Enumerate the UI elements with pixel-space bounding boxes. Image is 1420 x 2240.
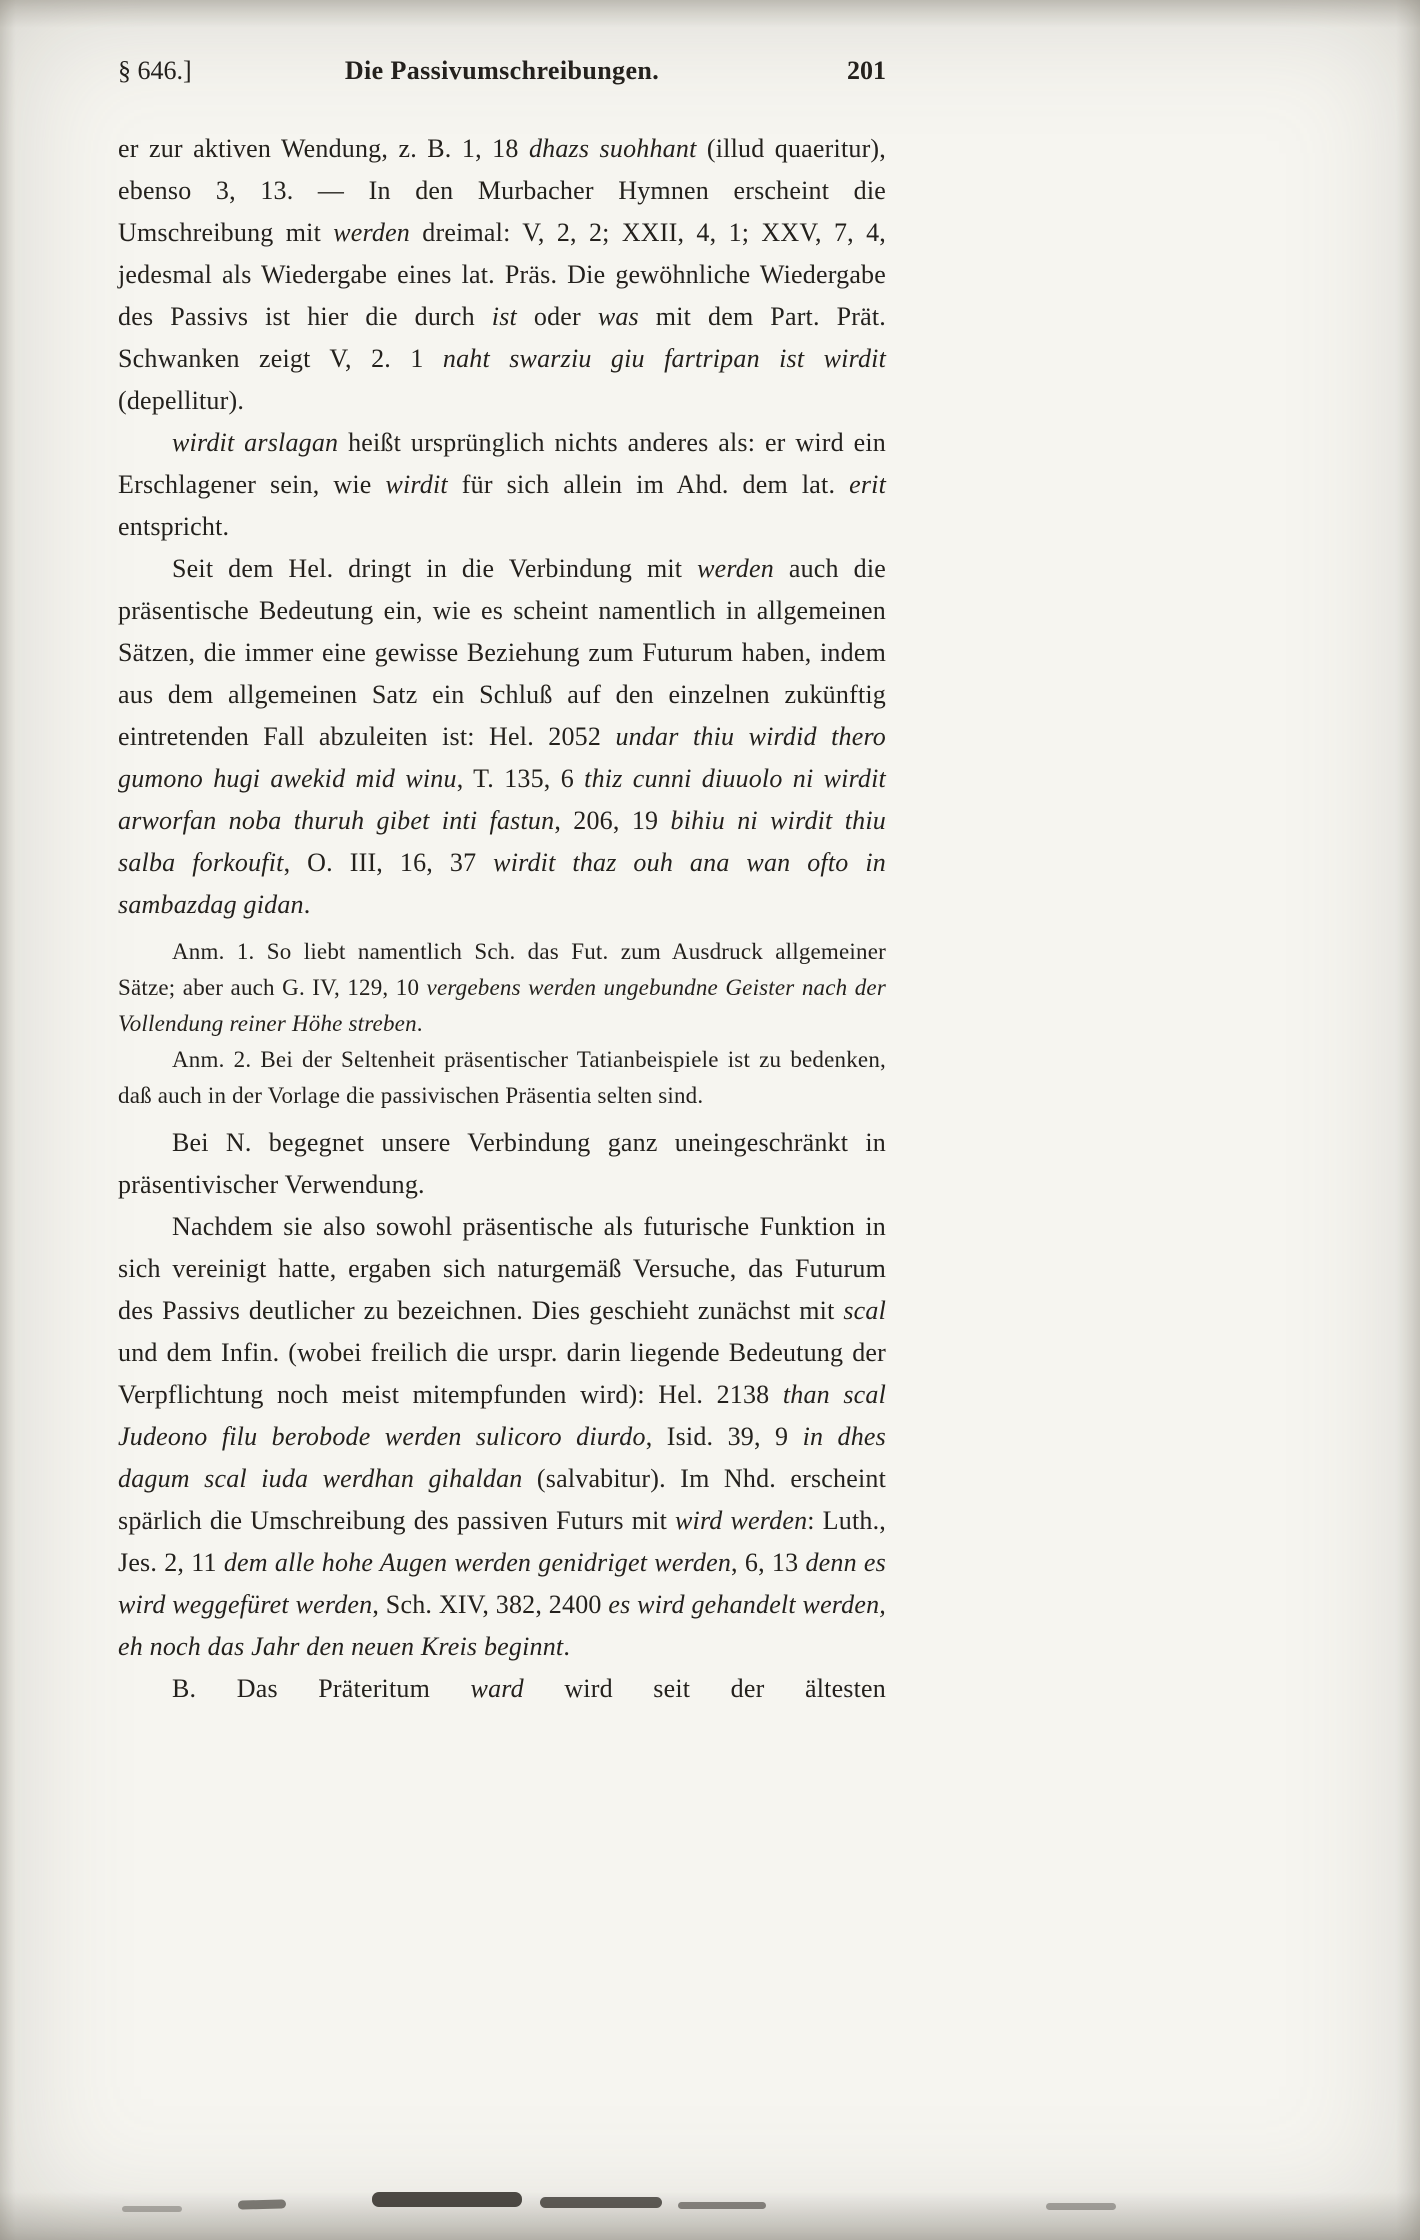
text-run: und dem Infin. (wobei freilich die urspr. darin liegende Bedeutung der Verpflichtung noch meist mitempfunden wird): Hel. 2138: [118, 1338, 886, 1409]
text-run: wirdit: [385, 470, 448, 499]
scan-smudge: [678, 2202, 766, 2209]
annotation-1: [118, 934, 886, 1042]
scan-shadow-bottom: [0, 2192, 1420, 2240]
text-run: .: [416, 1011, 423, 1036]
text-run: thiz cunni diuuolo ni wirdit arworfan noba thuruh gibet inti fastun: [118, 764, 886, 835]
text-run: denn es wird weggefüret werden: [118, 1548, 886, 1619]
running-title: Die Passivumschreibungen.: [344, 56, 660, 85]
scan-shadow-top: [0, 0, 1420, 28]
text-run: ward: [470, 1674, 524, 1703]
text-run: undar thiu wirdid thero gumono hugi awekid mid winu: [118, 722, 886, 793]
paragraph-incomplete-last: [118, 1668, 886, 1710]
paragraph-nachdem: [118, 1206, 886, 1668]
text-run: , Isid. 39, 9: [645, 1422, 803, 1451]
scan-smudge: [372, 2192, 522, 2207]
text-run: Bei N. begegnet unsere Verbindung ganz uneingeschränkt in präsentivischer Verwendung.: [118, 1128, 886, 1199]
scan-shadow-left: [0, 0, 16, 2240]
text-run: wirdit arslagan: [172, 428, 339, 457]
paragraph-continuation: [118, 128, 886, 422]
scan-smudge: [540, 2197, 662, 2208]
page-number: 201: [847, 56, 886, 85]
text-run: oder: [516, 302, 598, 331]
text-run: , T. 135, 6: [456, 764, 585, 793]
text-run: auch die präsentische Bedeutung ein, wie es scheint namentlich in allgemeinen Sätzen, die immer eine gewisse Beziehung zum Futurum haben, indem aus dem allgemeinen Satz ein Schluß auf den einzelnen zukünftig eintretenden Fall abzuleiten ist: Hel. 2052: [118, 554, 886, 751]
text-run: , Sch. XIV, 382, 2400: [372, 1590, 609, 1619]
text-run: er zur aktiven Wendung, z. B. 1, 18: [118, 134, 529, 163]
text-run: dreimal: V, 2, 2; XXII, 4, 1; XXV, 7, 4, jedesmal als Wiedergabe eines lat. Präs. Die gewöhnliche Wiedergabe des Passivs ist hier die durch: [118, 218, 886, 331]
text-run: (depellitur).: [118, 386, 245, 415]
text-run: wird werden: [674, 1506, 808, 1535]
text-run: mit dem Part. Prät. Schwanken zeigt V, 2. 1: [118, 302, 886, 373]
text-run: was: [597, 302, 639, 331]
text-run: scal: [843, 1296, 886, 1325]
scan-shadow-right: [1396, 0, 1420, 2240]
paragraph-wirdit-arslagan: [118, 422, 886, 548]
text-run: dem alle hohe Augen werden genidriget werden: [223, 1548, 732, 1577]
text-run: in dhes dagum scal iuda werdhan gihaldan: [118, 1422, 886, 1493]
text-run: wird seit der ältesten: [523, 1674, 886, 1703]
text-run: werden: [697, 554, 774, 583]
text-run: .: [303, 890, 311, 919]
text-run: erit: [849, 470, 886, 499]
scan-smudge: [1046, 2203, 1116, 2210]
annotation-2: [118, 1042, 886, 1114]
paragraph-bei-n: [118, 1122, 886, 1206]
text-run: Seit dem Hel. dringt in die Verbindung mit: [172, 554, 698, 583]
text-run: naht swarziu giu fartripan ist wirdit: [442, 344, 887, 373]
page-content: [118, 56, 886, 1710]
text-run: Anm. 1. So liebt namentlich Sch. das Fut. zum Ausdruck allgemeiner Sätze; aber auch G. IV, 129, 10: [118, 939, 886, 1000]
text-run: .: [563, 1632, 571, 1661]
text-run: , 6, 13: [731, 1548, 806, 1577]
page-header: [118, 56, 886, 86]
paragraph-seit-dem-hel: [118, 548, 886, 926]
text-run: dhazs suohhant: [528, 134, 697, 163]
text-run: ist: [491, 302, 517, 331]
text-run: werden: [333, 218, 411, 247]
text-run: Nachdem sie also sowohl präsentische als futurische Funktion in sich vereinigt hatte, ergaben sich naturgemäß Versuche, das Futurum des Passivs deutlicher zu bezeichnen. Dies geschieht zunächst mit: [118, 1212, 886, 1325]
scan-smudge: [238, 2199, 286, 2209]
text-run: than scal Judeono filu berobode werden sulicoro diurdo: [118, 1380, 887, 1451]
section-reference: § 646.]: [118, 56, 192, 85]
text-run: (illud quaeritur), ebenso 3, 13. — In den Murbacher Hymnen erscheint die Umschreibung mit: [118, 134, 886, 247]
text-run: bihiu ni wirdit thiu salba forkoufit: [118, 806, 887, 877]
text-run: , O. III, 16, 37: [283, 848, 494, 877]
text-run: für sich allein im Ahd. dem lat.: [447, 470, 850, 499]
text-run: B. Das Präteritum: [172, 1674, 471, 1703]
text-run: heißt ursprünglich nichts anderes als: er wird ein Erschlagener sein, wie: [118, 428, 886, 499]
text-run: wirdit thaz ouh ana wan ofto in sambazdag gidan: [118, 848, 886, 919]
text-run: Anm. 2. Bei der Seltenheit präsentischer Tatianbeispiele ist zu bedenken, daß auch in der Vorlage die passivischen Präsentia selten sind.: [118, 1047, 886, 1108]
text-run: (salvabitur). Im Nhd. erscheint spärlich die Umschreibung des passiven Futurs mit: [118, 1464, 887, 1535]
text-run: , 206, 19: [554, 806, 671, 835]
text-run: vergebens werden ungebundne Geister nach der Vollendung reiner Höhe streben: [118, 975, 886, 1036]
text-run: entspricht.: [118, 512, 230, 541]
scan-smudge: [122, 2206, 182, 2212]
text-run: es wird gehandelt werden, eh noch das Jahr den neuen Kreis beginnt: [118, 1590, 886, 1661]
text-run: : Luth., Jes. 2, 11: [118, 1506, 886, 1577]
